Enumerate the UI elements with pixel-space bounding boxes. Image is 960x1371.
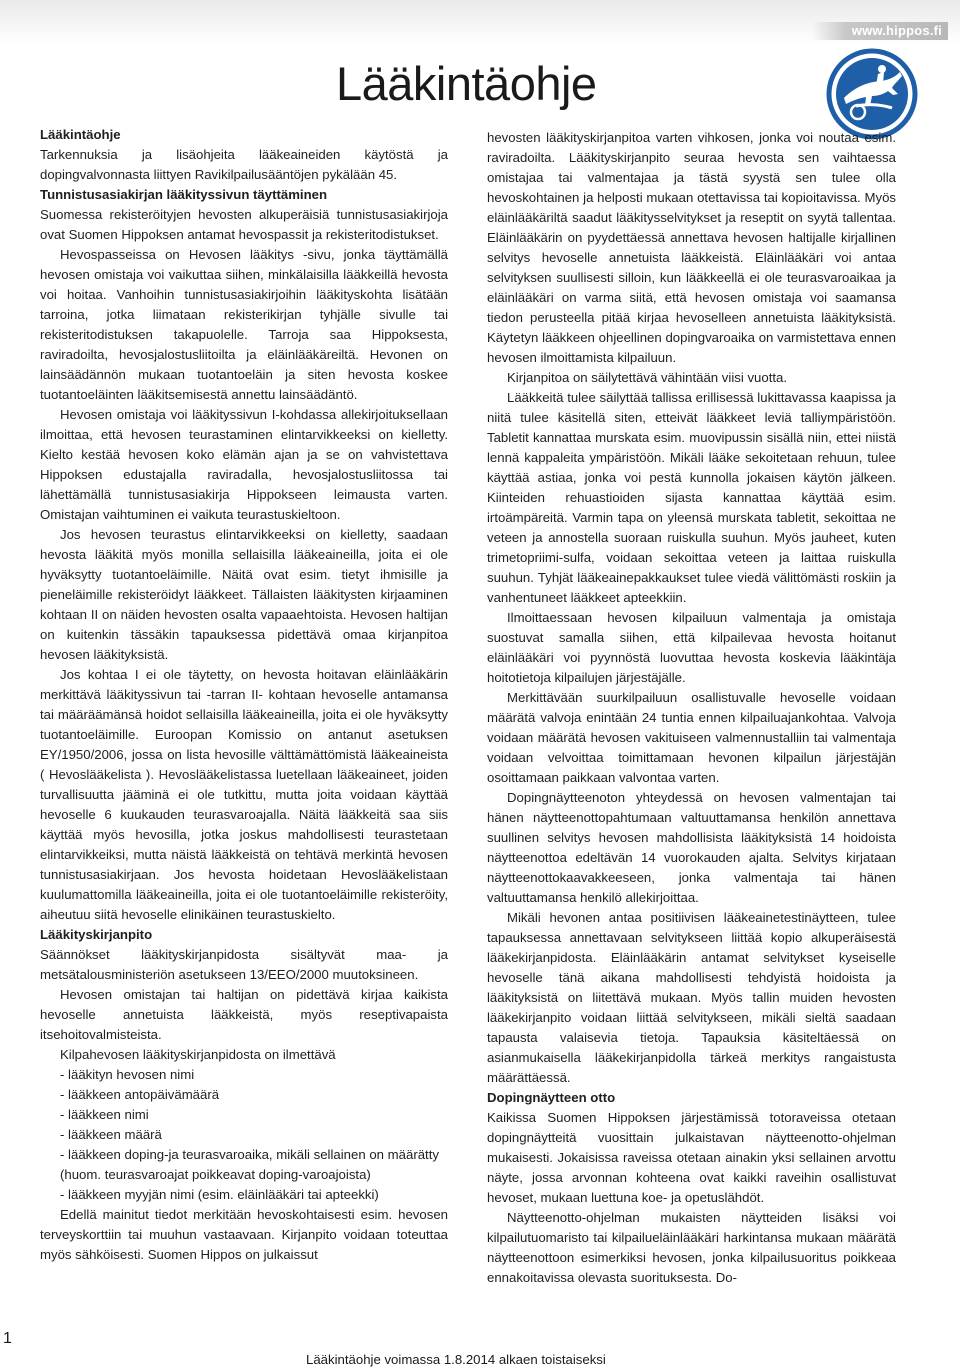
- section-heading: Lääkintäohje: [40, 127, 121, 142]
- paragraph: Näytteenotto-ohjelman mukaisten näytteiden lisäksi voi kilpailutuomaristo tai kilpailueläinlääkäri harkintansa mukaan määrätä näytteenottoon esimerkiksi hevosen, jonka kilpailusuoritus poikkeaa ennakoitavissa olevasta suorituksesta. Do-: [487, 1210, 896, 1285]
- list-item: - lääkkeen myyjän nimi (esim. eläinlääkäri tai apteekki): [60, 1187, 379, 1202]
- list-item: - lääkkeen nimi: [60, 1107, 149, 1122]
- list-item: - lääkkeen doping-ja teurasvaroaika, mikäli sellainen on määrätty (huom. teurasvaroajat poikkeavat doping-varoajoista): [60, 1147, 439, 1182]
- paragraph: Kirjanpitoa on säilytettävä vähintään viisi vuotta.: [507, 370, 788, 385]
- section-heading: Lääkityskirjanpito: [40, 927, 153, 942]
- paragraph: hevosten lääkityskirjanpitoa varten vihkosen, jonka voi noutaa esim. raviradoilta. Lääkityskirjanpito seuraa hevosta sen vaihtaessa omistajaa tai valmentajaa ja tästä syystä sen tulee olla hevoskohtainen ja helposti mukaan otettavissa tai kopioitavissa. Myös eläinlääkäriltä saadut lääkitysselvitykset ja reseptit on syytä tallentaa. Eläinlääkärin on pyydettäessä annettava hevosen haltijalle kirjallinen selvitys hevoselle annetuista lääkkeistä. Eläinlääkäri voi antaa selvityksen suullisesti silloin, kun lääkkeellä ei ole teurasvaroaikaa ja eläinlääkäri on varma siitä, että hevosen omistaja voi saamansa tiedon perusteella pitää kirjaa hevoselleen annetuista lääkityksistä. Käytetyn lääkkeen ohjeellinen dopingvaroaika on varmistettava ennen hevosen ilmoittamista kilpailuun.: [487, 130, 896, 365]
- paragraph: Mikäli hevonen antaa positiivisen lääkeainetestinäytteen, tulee tapauksessa annettavaan selvitykseen liittää kopio alkuperäisestä lääkekirjanpidosta. Eläinlääkärin antamat selvitykset kyseiselle hevoselle tänä aikana mahdollisesti tehdyistä hoidoista ja lääkityksistä on liitettävä mukaan. Myös tallin muiden hevosten lääkekirjanpito voidaan liittää selvitykseen, mikäli sieltä saadaan tapausta valaisevia tietoja. Tapauksia käsiteltäessä on asianmukaisella lääkekirjanpidolla tärkeä merkitys rangaistusta määrättäessä.: [487, 910, 896, 1085]
- paragraph: Kilpahevosen lääkityskirjanpidosta on ilmettävä: [60, 1047, 336, 1062]
- hippos-logo-icon: [826, 48, 918, 140]
- paragraph: Edellä mainitut tiedot merkitään hevoskohtaisesti esim. hevosen terveyskorttiin tai muuhun vastaavaan. Kirjanpito voidaan toteuttaa myös sähköisesti. Suomen Hippos on julkaissut: [40, 1207, 448, 1262]
- section-heading: Dopingnäytteen otto: [487, 1090, 616, 1105]
- page-number: 1: [3, 1330, 12, 1347]
- list-item: - lääkkeen määrä: [60, 1127, 162, 1142]
- paragraph: Jos hevosen teurastus elintarvikkeeksi on kielletty, saadaan hevosta lääkitä myös monilla sellaisilla lääkeaineilla, joita ei ole hyväksytty tuotantoeläimille. Näitä ovat esim. tietyt ihmisille ja pieneläimille rekisteröidyt lääkkeet. Tällaisten lääkitysten kirjaaminen kohtaan II on näiden hevosten osalta vapaaehtoista. Hevosen haltijan on kuitenkin tässäkin tapauksessa pidettävä omaa kirjanpitoa hevosen lääkityksistä.: [40, 527, 448, 662]
- paragraph: Kaikissa Suomen Hippoksen järjestämissä totoraveissa otetaan dopingnäytteitä vuosittain julkaistavan näytteenotto-ohjelman mukaisesti. Jokaisissa raveissa otetaan ainakin yksi sellainen arvottu näyte, jossa arvonnan kohteena ovat kaikki raveihin osallistuvat hevoset, mukaan luettuna koe- ja opetuslähdöt.: [487, 1110, 896, 1205]
- paragraph: Säännökset lääkityskirjanpidosta sisältyvät maa- ja metsätalousministeriön asetukseen 13/EEO/2000 muutoksineen.: [40, 947, 448, 982]
- paragraph: Hevospasseissa on Hevosen lääkitys -sivu, jonka täyttämällä hevosen omistaja voi vaikuttaa siihen, minkälaisilla lääkkeillä hevosta voi hoitaa. Vanhoihin tunnistusasiakirjoihin lääkityskohta lisätään tarroina, jotka liimataan rekisterikirjan tyhjälle sivulle tai rekisteritodistuksen takapuolelle. Tarroja saa Hippoksesta, raviradoilta, hevosjalostusliitoilta ja eläinlääkäreiltä. Hevonen on lainsäädännön mukaan tuotantoeläin ja siten hevosta koskee tuotantoeläinten lääkitsemisestä annettu lainsäädäntö.: [40, 247, 448, 402]
- paragraph: Lääkkeitä tulee säilyttää tallissa erillisessä lukittavassa kaapissa ja niitä tulee käsitellä siten, etteivät lääkkeet leviä talliympäristöön. Tabletit kannattaa murskata esim. muovipussin sisällä niin, ettei niistä lennä kappaleita ympäristöön. Mikäli lääke sekoitetaan rehuun, tulee käyttää astiaa, jonka voi pestä kunnolla jokaisen käytön jälkeen. Kiinteiden rehuastioiden sijasta kannattaa käyttää esim. irtoämpäreitä. Varmin tapa on yleensä murskata tabletit, sekoittaa ne veteen ja annostella suoraan ruiskulla suuhun. Myös jauheet, kuten trimetopriimi-sulfa, voidaan sekoittaa veteen ja laittaa ruiskulla suuhun. Tyhjät lääkeainepakkaukset tulee viedä välittömästi roskiin ja vanhentuneet lääkkeet apteekkiin.: [487, 390, 896, 605]
- paragraph: Ilmoittaessaan hevosen kilpailuun valmentaja ja omistaja suostuvat samalla siihen, että kilpailevaa hevosta hoitanut eläinlääkäri voi pyynnöstä luovuttaa hevosta koskevia lääkintäja hoitotietoja kilpailujen järjestäjälle.: [487, 610, 896, 685]
- right-column: [487, 128, 896, 1288]
- left-column: [40, 125, 448, 1265]
- paragraph: Merkittävään suurkilpailuun osallistuvalle hevoselle voidaan määrätä valvoja enintään 24 tuntia ennen kilpailuajankohtaa. Valvoja voidaan määrätä hevosen vakituiseen valmennustalliin tai valmentaja voidaan velvoittaa toimittamaan hevonen kilpailun järjestäjän osoittamaan paikkaan valvontaa varten.: [487, 690, 896, 785]
- paragraph: Tarkennuksia ja lisäohjeita lääkeaineiden käytöstä ja dopingvalvonnasta liittyen Ravikilpailusääntöjen pykälään 45.: [40, 147, 448, 182]
- list-item: - lääkityn hevosen nimi: [60, 1067, 195, 1082]
- paragraph: Suomessa rekisteröityjen hevosten alkuperäisiä tunnistusasiakirjoja ovat Suomen Hippoksen antamat hevospassit ja rekisteritodistukset.: [40, 207, 448, 242]
- footer-validity: Lääkintäohje voimassa 1.8.2014 alkaen toistaiseksi: [306, 1352, 606, 1367]
- paragraph: Hevosen omistajan tai haltijan on pidettävä kirjaa kaikista hevoselle annetuista lääkkeistä, myös reseptivapaista itsehoitovalmisteista.: [40, 987, 448, 1042]
- paragraph: Hevosen omistaja voi lääkityssivun I-kohdassa allekirjoituksellaan ilmoittaa, että hevosen teurastaminen elintarvikkeeksi on kielletty. Kielto kestää hevosen koko elämän ajan ja se on vahvistettava Hippoksen edustajalla raviradalla, hevosjalostusliitossa tai lähettämällä tunnistusasiakirja Hippokseen leimausta varten. Omistajan vaihtuminen ei vaikuta teurastuskieltoon.: [40, 407, 448, 522]
- paragraph: Jos kohtaa I ei ole täytetty, on hevosta hoitavan eläinlääkärin merkittävä lääkityssivun tai -tarran II- kohtaan hevoselle antamansa tai määräämänsä hoidot sellaisilla lääkeaineilla, joita ei ole hyväksytty tuotantoeläimille. Euroopan Komissio on antanut asetuksen EY/1950/2006, jossa on lista hevosille välttämättömistä lääkeaineista ( Hevoslääkelista ). Hevoslääkelistassa luetellaan lääkeaineet, joiden turvallisuutta jääminä ei ole tutkittu, mutta joita voidaan käyttää hevoselle 6 kuukauden teurasvaroajalla. Näitä lääkkeitä saa siis käyttää myös hevosilla, jotka joskus mahdollisesti teurastetaan elintarvikkeiksi, mutta näistä lääkkeistä on tehtävä merkintä hevosen tunnistusasiakirjaan. Jos hevosta hoidetaan Hevoslääkelistaan kuulumattomilla lääkeaineilla, joita ei ole tuotantoeläimille rekisteröity, aiheutuu siitä hevoselle elinikäinen teurastuskielto.: [40, 667, 448, 922]
- paragraph: Dopingnäytteenoton yhteydessä on hevosen valmentajan tai hänen näytteenottopahtumaan valtuuttamansa henkilön annettava suullinen selvitys hevosen mahdollisista lääkityksistä 14 hoidoista näytteenottoa edeltävän 14 vuorokauden ajalta. Selvitys kirjataan näytteenottokaavakkeeseen, jonka valmentaja tai hänen valtuuttamansa henkilö allekirjoittaa.: [487, 790, 896, 905]
- site-url[interactable]: www.hippos.fi: [812, 22, 948, 40]
- list-item: - lääkkeen antopäivämäärä: [60, 1087, 220, 1102]
- page-title: Lääkintäohje: [336, 57, 597, 110]
- section-heading: Tunnistusasiakirjan lääkityssivun täyttäminen: [40, 187, 328, 202]
